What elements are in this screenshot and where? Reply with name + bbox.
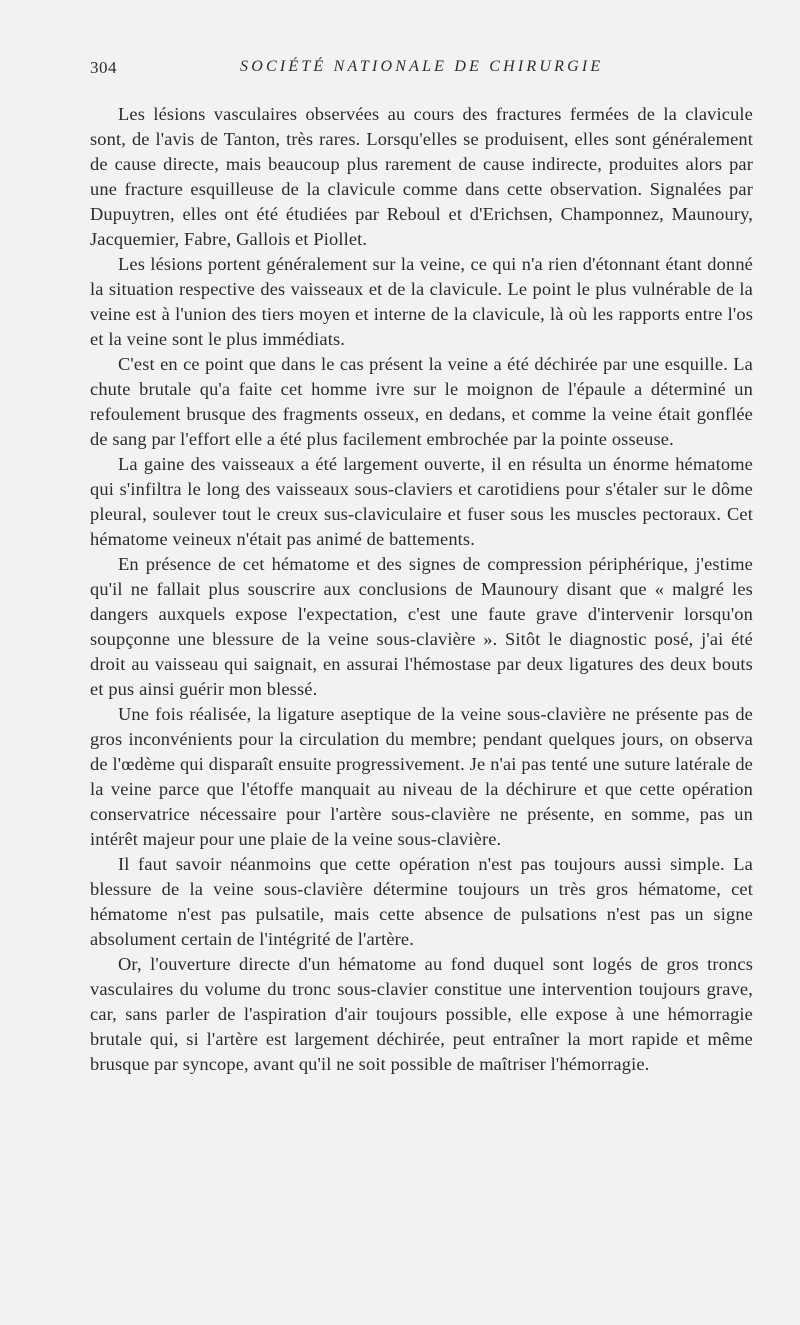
page-header <box>90 58 755 86</box>
page-number: 304 <box>90 58 117 77</box>
body-text <box>90 102 753 1077</box>
paragraph: Or, l'ouverture directe d'un hématome au fond duquel sont logés de gros troncs vasculaires du volume du tronc sous-clavier constitue une intervention toujours grave, car, sans parler de l'aspiration d'air toujours possible, elle expose à une hémorragie brutale qui, si l'artère est largement déchirée, peut entraîner la mort rapide et même brusque par syncope, avant qu'il ne soit possible de maîtriser l'hémorragie. <box>90 954 753 1074</box>
paragraph: Les lésions portent généralement sur la veine, ce qui n'a rien d'étonnant étant donné la situation respective des vaisseaux et de la clavicule. Le point le plus vulnérable de la veine est à l'union des tiers moyen et interne de la clavicule, là où les rapports entre l'os et la veine sont le plus immédiats. <box>90 254 753 349</box>
paragraph: Une fois réalisée, la ligature aseptique de la veine sous-clavière ne présente pas de gros inconvénients pour la circulation du membre; pendant quelques jours, on observa de l'œdème qui disparaît ensuite progressivement. Je n'ai pas tenté une suture latérale de la veine parce que l'étoffe manquait au niveau de la déchirure et que cette opération conservatrice nécessaire pour l'artère sous-clavière ne présente, en somme, pas un intérêt majeur pour une plaie de la veine sous-clavière. <box>90 704 753 849</box>
paragraph: En présence de cet hématome et des signes de compression périphérique, j'estime qu'il ne fallait plus souscrire aux conclusions de Maunoury disant que « malgré les dangers auxquels expose l'expectation, c'est une faute grave d'intervenir lorsqu'on soupçonne une blessure de la veine sous-clavière ». Sitôt le diagnostic posé, j'ai été droit au vaisseau qui saignait, en assurai l'hémostase par deux ligatures des deux bouts et pus ainsi guérir mon blessé. <box>90 554 753 699</box>
running-title: SOCIÉTÉ NATIONALE DE CHIRURGIE <box>240 58 604 75</box>
paragraph: La gaine des vaisseaux a été largement ouverte, il en résulta un énorme hématome qui s'infiltra le long des vaisseaux sous-claviers et carotidiens pour s'étaler sur le dôme pleural, soulever tout le creux sus-claviculaire et fuser sous les muscles pectoraux. Cet hématome veineux n'était pas animé de battements. <box>90 454 753 549</box>
paragraph: C'est en ce point que dans le cas présent la veine a été déchirée par une esquille. La chute brutale qu'a faite cet homme ivre sur le moignon de l'épaule a déterminé un refoulement brusque des fragments osseux, en dedans, et comme la veine était gonflée de sang par l'effort elle a été plus facilement embrochée par la pointe osseuse. <box>90 354 753 449</box>
paragraph: Les lésions vasculaires observées au cours des fractures fermées de la clavicule sont, de l'avis de Tanton, très rares. Lorsqu'elles se produisent, elles sont généralement de cause directe, mais beaucoup plus rarement de cause indirecte, produites alors par une fracture esquilleuse de la clavicule comme dans cette observation. Signalées par Dupuytren, elles ont été étudiées par Reboul et d'Erichsen, Champonnez, Maunoury, Jacquemier, Fabre, Gallois et Piollet. <box>90 104 753 249</box>
paragraph: Il faut savoir néanmoins que cette opération n'est pas toujours aussi simple. La blessure de la veine sous-clavière détermine toujours un très gros hématome, cet hématome n'est pas pulsatile, mais cette absence de pulsations n'est pas un signe absolument certain de l'intégrité de l'artère. <box>90 854 753 949</box>
